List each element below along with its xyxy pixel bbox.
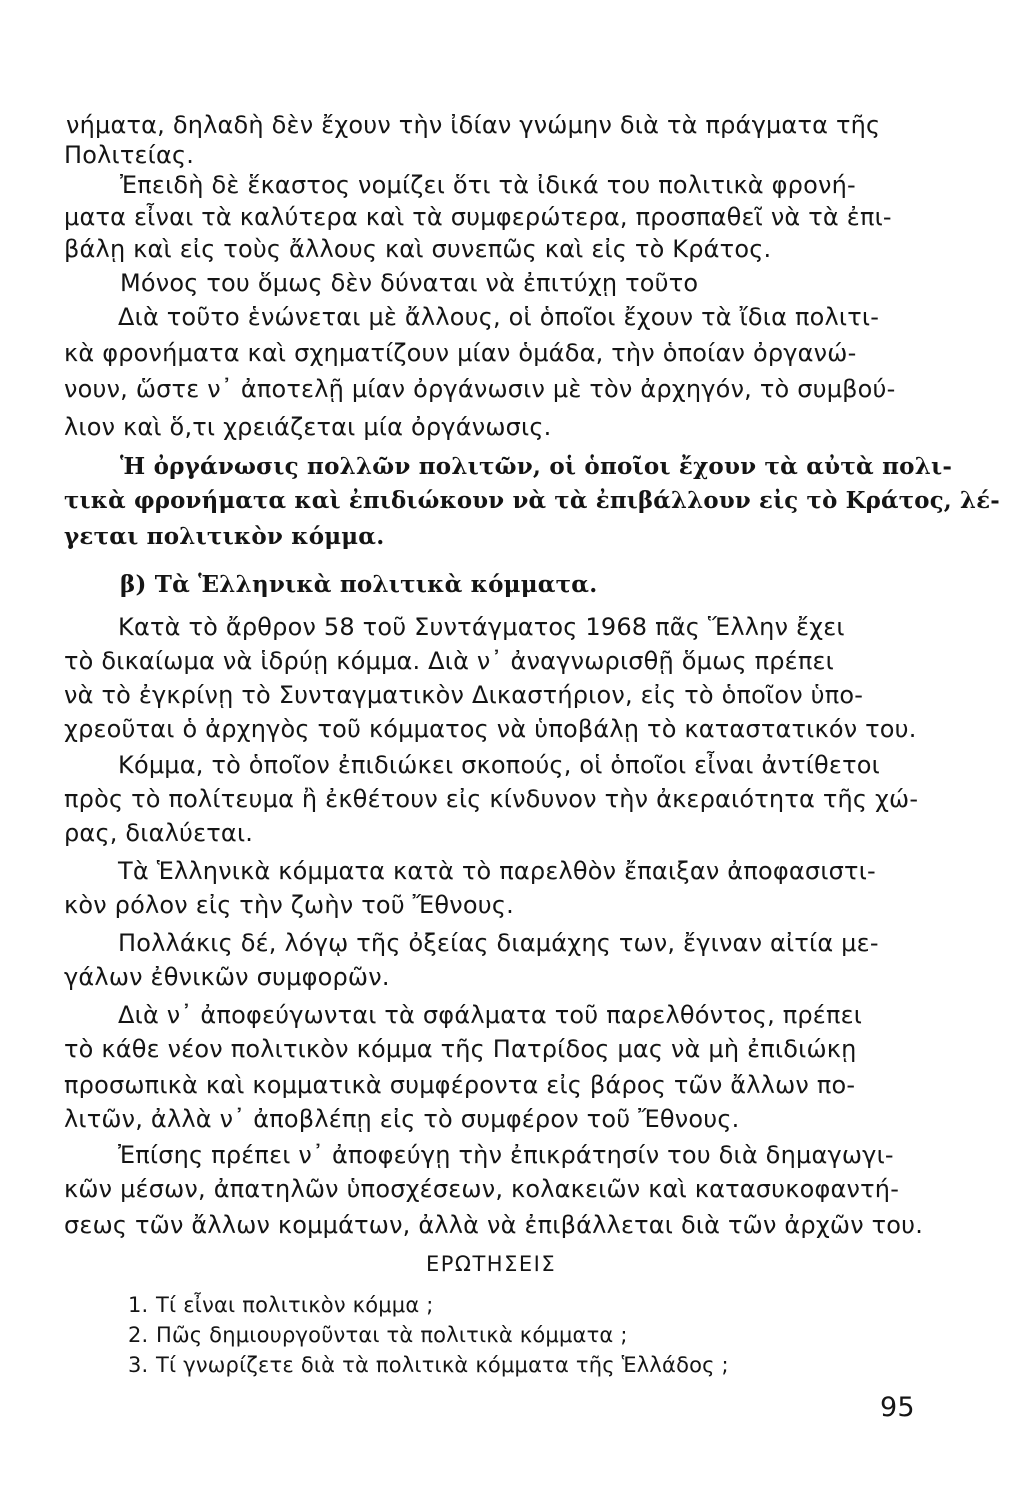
text-line: λιον καὶ ὅ,τι χρειάζεται μία ὀργάνωσις. (64, 413, 552, 441)
text-line: πρὸς τὸ πολίτευμα ἢ ἐκθέτουν εἰς κίνδυνον τὴν ἀκεραιότητα τῆς χώ- (64, 785, 919, 813)
question-item (128, 1350, 729, 1380)
text-line: νήματα, δηλαδὴ δὲν ἔχουν τὴν ἰδίαν γνώμην διὰ τὰ πράγματα τῆς (66, 111, 881, 139)
text-line: σεως τῶν ἄλλων κομμάτων, ἀλλὰ νὰ ἐπιβάλλεται διὰ τῶν ἀρχῶν του. (64, 1211, 924, 1239)
text-line: Κατὰ τὸ ἄρθρον 58 τοῦ Συντάγματος 1968 πᾶς Ἕλλην ἔχει (118, 613, 845, 641)
question-text: Πῶς δημιουργοῦνται τὰ πολιτικὰ κόμματα ; (156, 1323, 628, 1347)
text-line: Ἐπίσης πρέπει ν᾽ ἀποφεύγῃ τὴν ἐπικράτησίν του διὰ δημαγωγι- (118, 1141, 894, 1169)
definition-line: Ἡ ὀργάνωσις πολλῶν πολιτῶν, οἱ ὁποῖοι ἔχουν τὰ αὐτὰ πολι- (120, 453, 953, 480)
text-line: ρας, διαλύεται. (64, 819, 254, 847)
question-item (128, 1320, 628, 1350)
text-line: ματα εἶναι τὰ καλύτερα καὶ τὰ συμφερώτερα, προσπαθεῖ νὰ τὰ ἐπι- (64, 203, 892, 231)
question-item (128, 1290, 434, 1320)
text-line: προσωπικὰ καὶ κομματικὰ συμφέροντα εἰς βάρος τῶν ἄλλων πο- (64, 1071, 856, 1099)
text-line: τὸ δικαίωμα νὰ ἱδρύῃ κόμμα. Διὰ ν᾽ ἀναγνωρισθῇ ὅμως πρέπει (64, 647, 834, 675)
text-line: κὰ φρονήματα καὶ σχηματίζουν μίαν ὁμάδα, τὴν ὁποίαν ὀργανώ- (64, 339, 857, 367)
question-number: 2. (128, 1323, 149, 1347)
text-line: τὸ κάθε νέον πολιτικὸν κόμμα τῆς Πατρίδος μας νὰ μὴ ἐπιδιώκῃ (64, 1035, 857, 1063)
definition-line: γεται πολιτικὸν κόμμα. (64, 523, 385, 550)
text-line: Μόνος του ὅμως δὲν δύναται νὰ ἐπιτύχῃ τοῦτο (120, 269, 699, 297)
text-line: Ἐπειδὴ δὲ ἕκαστος νομίζει ὅτι τὰ ἰδικά του πολιτικὰ φρονή- (120, 171, 856, 199)
text-line: Πολιτείας. (64, 141, 195, 169)
page-number: 95 (880, 1392, 915, 1423)
text-line: Πολλάκις δέ, λόγῳ τῆς ὀξείας διαμάχης των, ἔγιναν αἰτία με- (118, 929, 879, 957)
text-line: γάλων ἐθνικῶν συμφορῶν. (64, 963, 390, 991)
text-line: Κόμμα, τὸ ὁποῖον ἐπιδιώκει σκοπούς, οἱ ὁποῖοι εἶναι ἀντίθετοι (118, 751, 880, 779)
text-line: Τὰ Ἑλληνικὰ κόμματα κατὰ τὸ παρελθὸν ἔπαιξαν ἀποφασιστι- (118, 857, 876, 885)
section-heading: β) Τὰ Ἑλληνικὰ πολιτικὰ κόμματα. (120, 571, 598, 598)
text-line: νουν, ὥστε ν᾽ ἀποτελῇ μίαν ὀργάνωσιν μὲ τὸν ἀρχηγόν, τὸ συμβού- (64, 375, 896, 403)
text-line: Διὰ ν᾽ ἀποφεύγωνται τὰ σφάλματα τοῦ παρελθόντος, πρέπει (118, 1001, 863, 1029)
text-line: νὰ τὸ ἐγκρίνῃ τὸ Συνταγματικὸν Δικαστήριον, εἰς τὸ ὁποῖον ὑπο- (64, 681, 864, 709)
question-number: 1. (128, 1293, 149, 1317)
definition-line: τικὰ φρονήματα καὶ ἐπιδιώκουν νὰ τὰ ἐπιβάλλουν εἰς τὸ Κράτος, λέ- (64, 487, 1000, 514)
question-text: Τί εἶναι πολιτικὸν κόμμα ; (156, 1293, 434, 1317)
text-line: χρεοῦται ὁ ἀρχηγὸς τοῦ κόμματος νὰ ὑποβάλῃ τὸ καταστατικόν του. (64, 715, 917, 743)
text-line: λιτῶν, ἀλλὰ ν᾽ ἀποβλέπῃ εἰς τὸ συμφέρον τοῦ Ἔθνους. (64, 1105, 740, 1133)
questions-heading: ΕΡΩΤΗΣΕΙΣ (426, 1252, 557, 1276)
question-text: Τί γνωρίζετε διὰ τὰ πολιτικὰ κόμματα τῆς Ἑλλάδος ; (156, 1353, 729, 1377)
text-line: βάλῃ καὶ εἰς τοὺς ἄλλους καὶ συνεπῶς καὶ εἰς τὸ Κράτος. (64, 235, 772, 263)
question-number: 3. (128, 1353, 149, 1377)
text-line: Διὰ τοῦτο ἑνώνεται μὲ ἄλλους, οἱ ὁποῖοι ἔχουν τὰ ἴδια πολιτι- (118, 303, 880, 331)
text-line: κῶν μέσων, ἀπατηλῶν ὑποσχέσεων, κολακειῶν καὶ κατασυκοφαντή- (64, 1175, 900, 1203)
text-line: κὸν ρόλον εἰς τὴν ζωὴν τοῦ Ἔθνους. (64, 891, 514, 919)
